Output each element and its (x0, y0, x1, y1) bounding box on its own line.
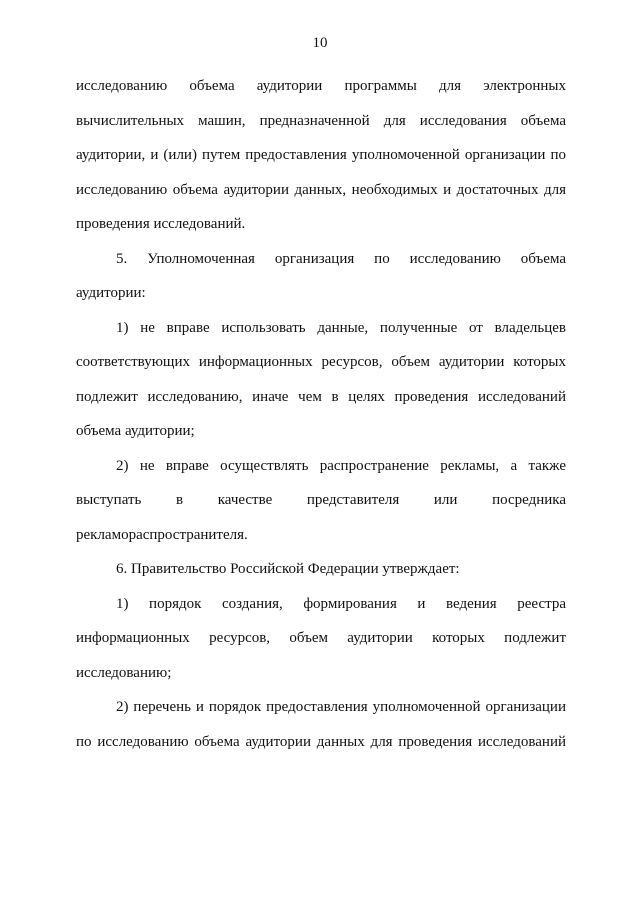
paragraph-subitem-1 (76, 311, 566, 449)
text-line: 1) не вправе использовать данные, полученные от владельцев (116, 319, 566, 336)
text-line: исследованию объема аудитории программы для электронных (76, 78, 566, 94)
text-line: 6. Правительство Российской Федерации утверждает: (116, 561, 460, 577)
text-line: рекламораспространителя. (76, 526, 248, 543)
text-line: информационных ресурсов, объем аудитории которых подлежит (76, 630, 566, 646)
text-line: исследованию; (76, 664, 172, 681)
text-line: проведения исследований. (76, 216, 246, 232)
paragraph-item-6-subitem-1 (76, 587, 566, 691)
paragraph-item-6-subitem-2 (76, 690, 566, 759)
text-line: выступать в качестве представителя или посредника (76, 492, 566, 508)
page-number: 10 (312, 35, 328, 51)
text-line: аудитории: (76, 285, 146, 301)
text-line: аудитории, и (или) путем предоставления уполномоченной организации по (76, 147, 566, 163)
text-line: 2) не вправе осуществлять распространение рекламы, а также (116, 457, 566, 474)
text-line: вычислительных машин, предназначенной для исследования объема (76, 112, 566, 129)
text-line: соответствующих информационных ресурсов, объем аудитории которых (76, 354, 566, 370)
text-line: объема аудитории; (76, 423, 195, 439)
text-line: 1) порядок создания, формирования и ведения реестра (116, 595, 566, 612)
text-line: исследованию объема аудитории данных, необходимых и достаточных для (76, 181, 566, 198)
text-line: 2) перечень и порядок предоставления уполномоченной организации (116, 699, 566, 715)
paragraph-item-6 (76, 552, 566, 587)
document-body (76, 69, 566, 759)
text-line: по исследованию объема аудитории данных для проведения исследований (76, 733, 566, 750)
paragraph-item-5 (76, 242, 566, 311)
paragraph-continuation (76, 69, 566, 242)
paragraph-subitem-2 (76, 449, 566, 553)
text-line: 5. Уполномоченная организация по исследованию объема (116, 250, 566, 267)
text-line: подлежит исследованию, иначе чем в целях проведения исследований (76, 388, 566, 405)
